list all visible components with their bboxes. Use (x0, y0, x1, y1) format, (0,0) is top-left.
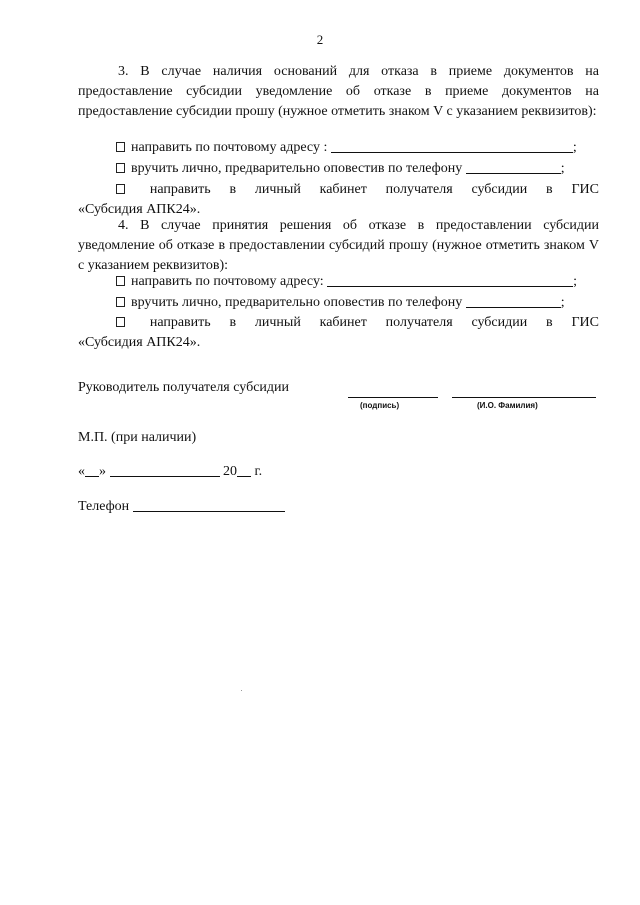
checkbox-icon[interactable] (116, 142, 125, 152)
section-3-text: 3. В случае наличия оснований для отказа в приеме документов на предоставление субсидии уведомление об отказе в приеме документов на предоставление субсидии прошу (нужное отметить знаком V с указанием реквизитов): (78, 64, 599, 119)
scan-speck (241, 690, 242, 691)
checkbox-icon[interactable] (116, 184, 125, 194)
page-number: 2 (316, 32, 324, 47)
day-blank[interactable] (85, 462, 99, 477)
address-blank[interactable] (331, 138, 573, 153)
section-3-option-cabinet-cont: «Субсидия АПК24». (78, 202, 201, 217)
stamp-label: М.П. (при наличии) (78, 430, 197, 445)
section-4-option-mail: направить по почтовому адресу: ; (78, 272, 599, 292)
signature-caption: (подпись) (360, 401, 400, 410)
head-label: Руководитель получателя субсидии (78, 380, 290, 395)
checkbox-icon[interactable] (116, 297, 125, 307)
date-line: « » 20 г. (78, 464, 263, 479)
section-3-option-cabinet: направить в личный кабинет получателя субсидии в ГИС (78, 180, 599, 200)
year-blank[interactable] (237, 462, 251, 477)
phone-blank[interactable] (466, 293, 561, 308)
section-4-text: 4. В случае принятия решения об отказе в предоставлении субсидии уведомление об отказе в предоставлении субсидий прошу (нужное отметить знаком V с указанием реквизитов): (78, 218, 599, 273)
phone-blank[interactable] (466, 159, 561, 174)
month-blank[interactable] (110, 462, 220, 477)
name-line[interactable] (452, 396, 596, 398)
signature-line[interactable] (348, 396, 438, 398)
section-4-option-cabinet-cont: «Субсидия АПК24». (78, 335, 201, 350)
section-4-option-personal: вручить лично, предварительно оповестив по телефону ; (78, 293, 599, 313)
address-blank[interactable] (327, 272, 573, 287)
checkbox-icon[interactable] (116, 163, 125, 173)
section-4-option-cabinet: направить в личный кабинет получателя субсидии в ГИС (78, 313, 599, 333)
name-caption: (И.О. Фамилия) (477, 401, 538, 410)
section-3-option-mail: направить по почтовому адресу : ; (78, 138, 599, 158)
checkbox-icon[interactable] (116, 276, 125, 286)
section-3-option-personal: вручить лично, предварительно оповестив по телефону ; (78, 159, 599, 179)
checkbox-icon[interactable] (116, 317, 125, 327)
phone-field[interactable] (133, 497, 285, 512)
phone-line: Телефон (78, 497, 285, 517)
